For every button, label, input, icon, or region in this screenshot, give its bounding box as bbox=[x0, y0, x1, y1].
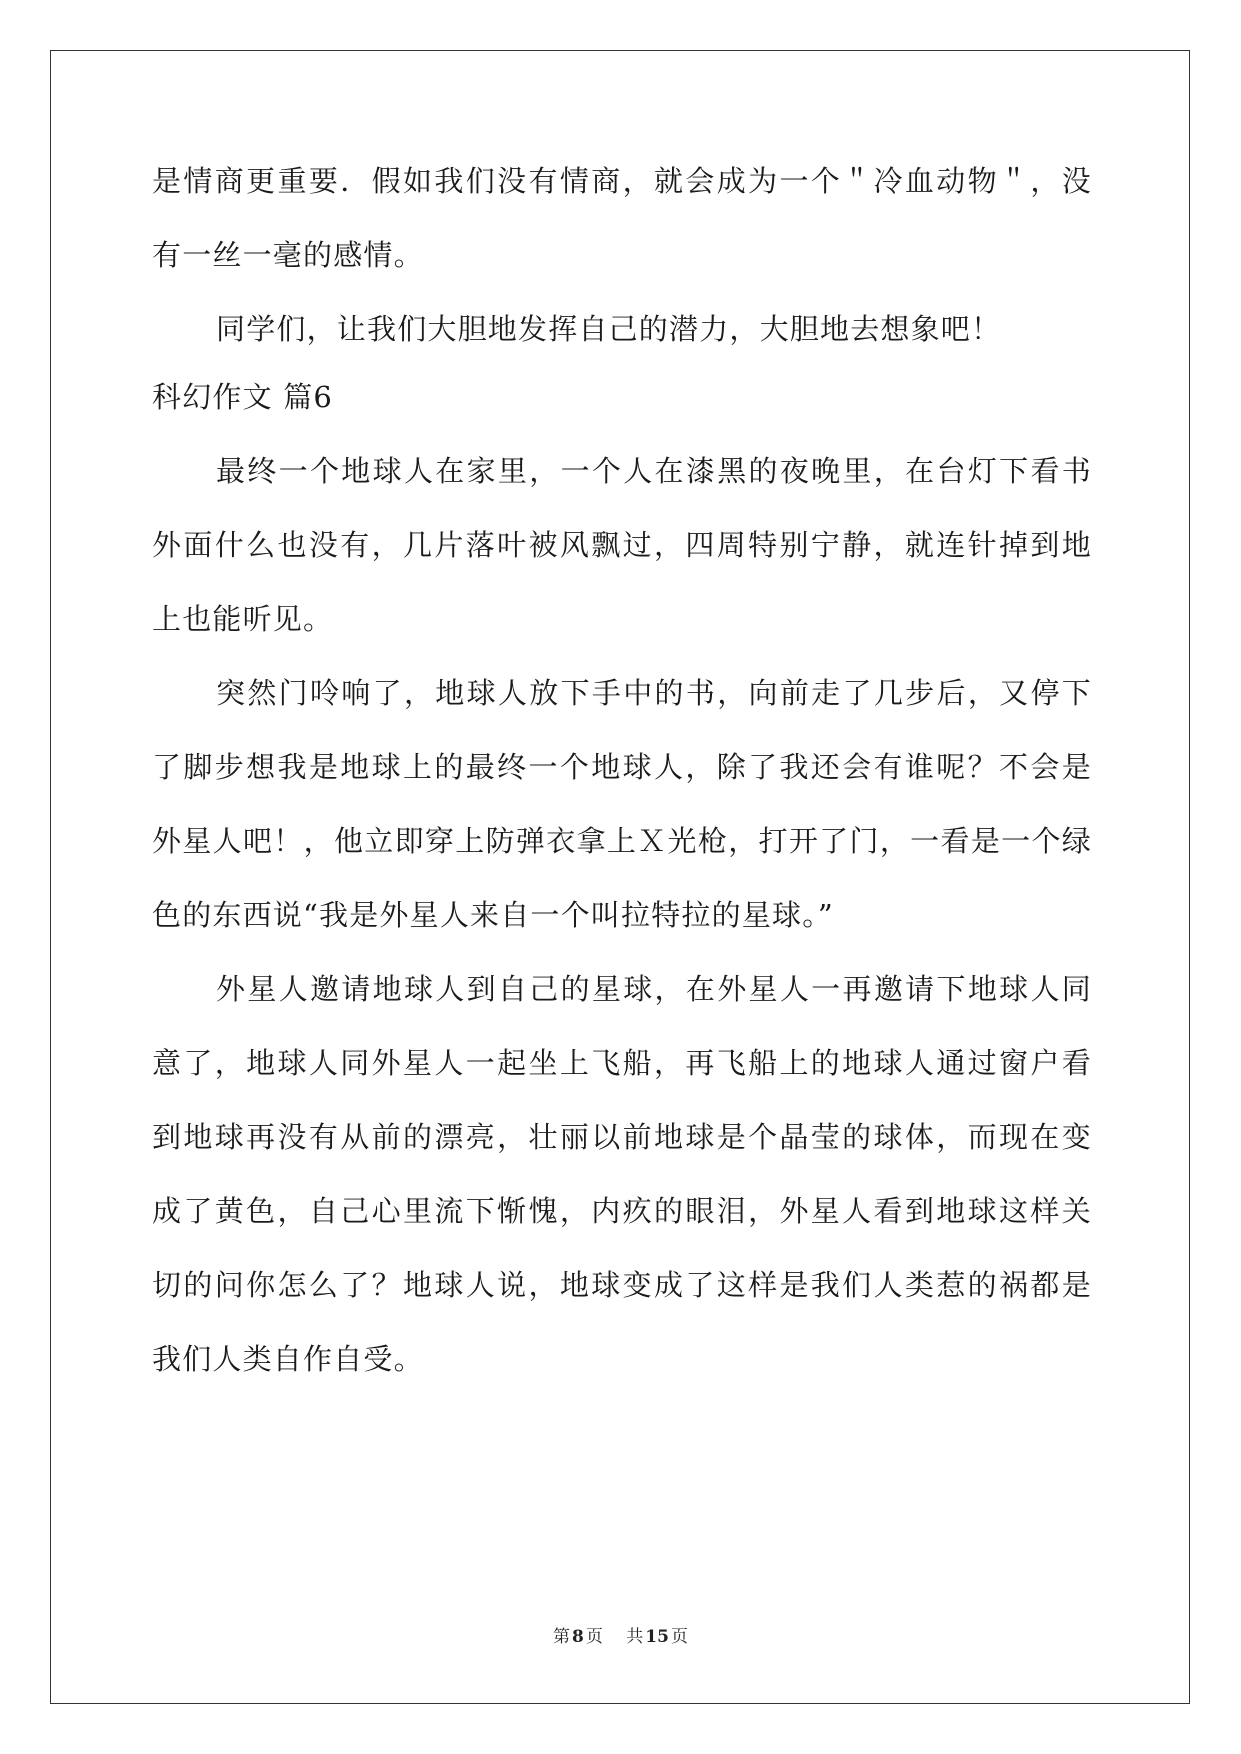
paragraph-line: 了脚步想我是地球上的最终一个地球人，除了我还会有谁呢？不会是 bbox=[152, 750, 1092, 784]
paragraph-line: 上也能听见。 bbox=[152, 602, 334, 636]
paragraph-line: 切的问你怎么了？地球人说，地球变成了这样是我们人类惹的祸都是 bbox=[152, 1268, 1092, 1302]
paragraph-line: 有一丝一毫的感情。 bbox=[152, 238, 424, 272]
paragraph-line: 外星人吧！，他立即穿上防弹衣拿上Ｘ光枪，打开了门，一看是一个绿 bbox=[152, 824, 1092, 858]
total-prefix: 共 bbox=[626, 1627, 644, 1647]
page-footer bbox=[0, 1622, 1241, 1647]
paragraph-line: 到地球再没有从前的漂亮，壮丽以前地球是个晶莹的球体，而现在变 bbox=[152, 1120, 1092, 1154]
total-number: 15 bbox=[645, 1627, 669, 1647]
total-indicator bbox=[626, 1627, 688, 1647]
total-suffix: 页 bbox=[670, 1627, 688, 1647]
section-heading: 科幻作文 篇6 bbox=[152, 380, 334, 414]
paragraph-line: 成了黄色，自己心里流下惭愧，内疚的眼泪，外星人看到地球这样关 bbox=[152, 1194, 1092, 1228]
paragraph-line: 意了，地球人同外星人一起坐上飞船，再飞船上的地球人通过窗户看 bbox=[152, 1046, 1092, 1080]
page-prefix: 第 bbox=[553, 1627, 571, 1647]
page-number: 8 bbox=[572, 1627, 584, 1647]
page-border bbox=[50, 50, 1190, 1704]
page-suffix: 页 bbox=[585, 1627, 603, 1647]
paragraph-line: 我们人类自作自受。 bbox=[152, 1342, 424, 1376]
paragraph-line: 外面什么也没有，几片落叶被风飘过，四周特别宁静，就连针掉到地 bbox=[152, 528, 1092, 562]
paragraph-line: 最终一个地球人在家里，一个人在漆黑的夜晚里，在台灯下看书 bbox=[216, 454, 1092, 488]
paragraph-line: 是情商更重要．假如我们没有情商，就会成为一个＂冷血动物＂，没 bbox=[152, 164, 1092, 198]
paragraph-line: 突然门呤响了，地球人放下手中的书，向前走了几步后，又停下 bbox=[216, 676, 1092, 710]
paragraph-line: 同学们，让我们大胆地发挥自己的潜力，大胆地去想象吧！ bbox=[216, 312, 1002, 346]
page-indicator bbox=[553, 1627, 603, 1647]
paragraph-line: 色的东西说“我是外星人来自一个叫拉特拉的星球。” bbox=[152, 898, 834, 932]
paragraph-line: 外星人邀请地球人到自己的星球，在外星人一再邀请下地球人同 bbox=[216, 972, 1092, 1006]
